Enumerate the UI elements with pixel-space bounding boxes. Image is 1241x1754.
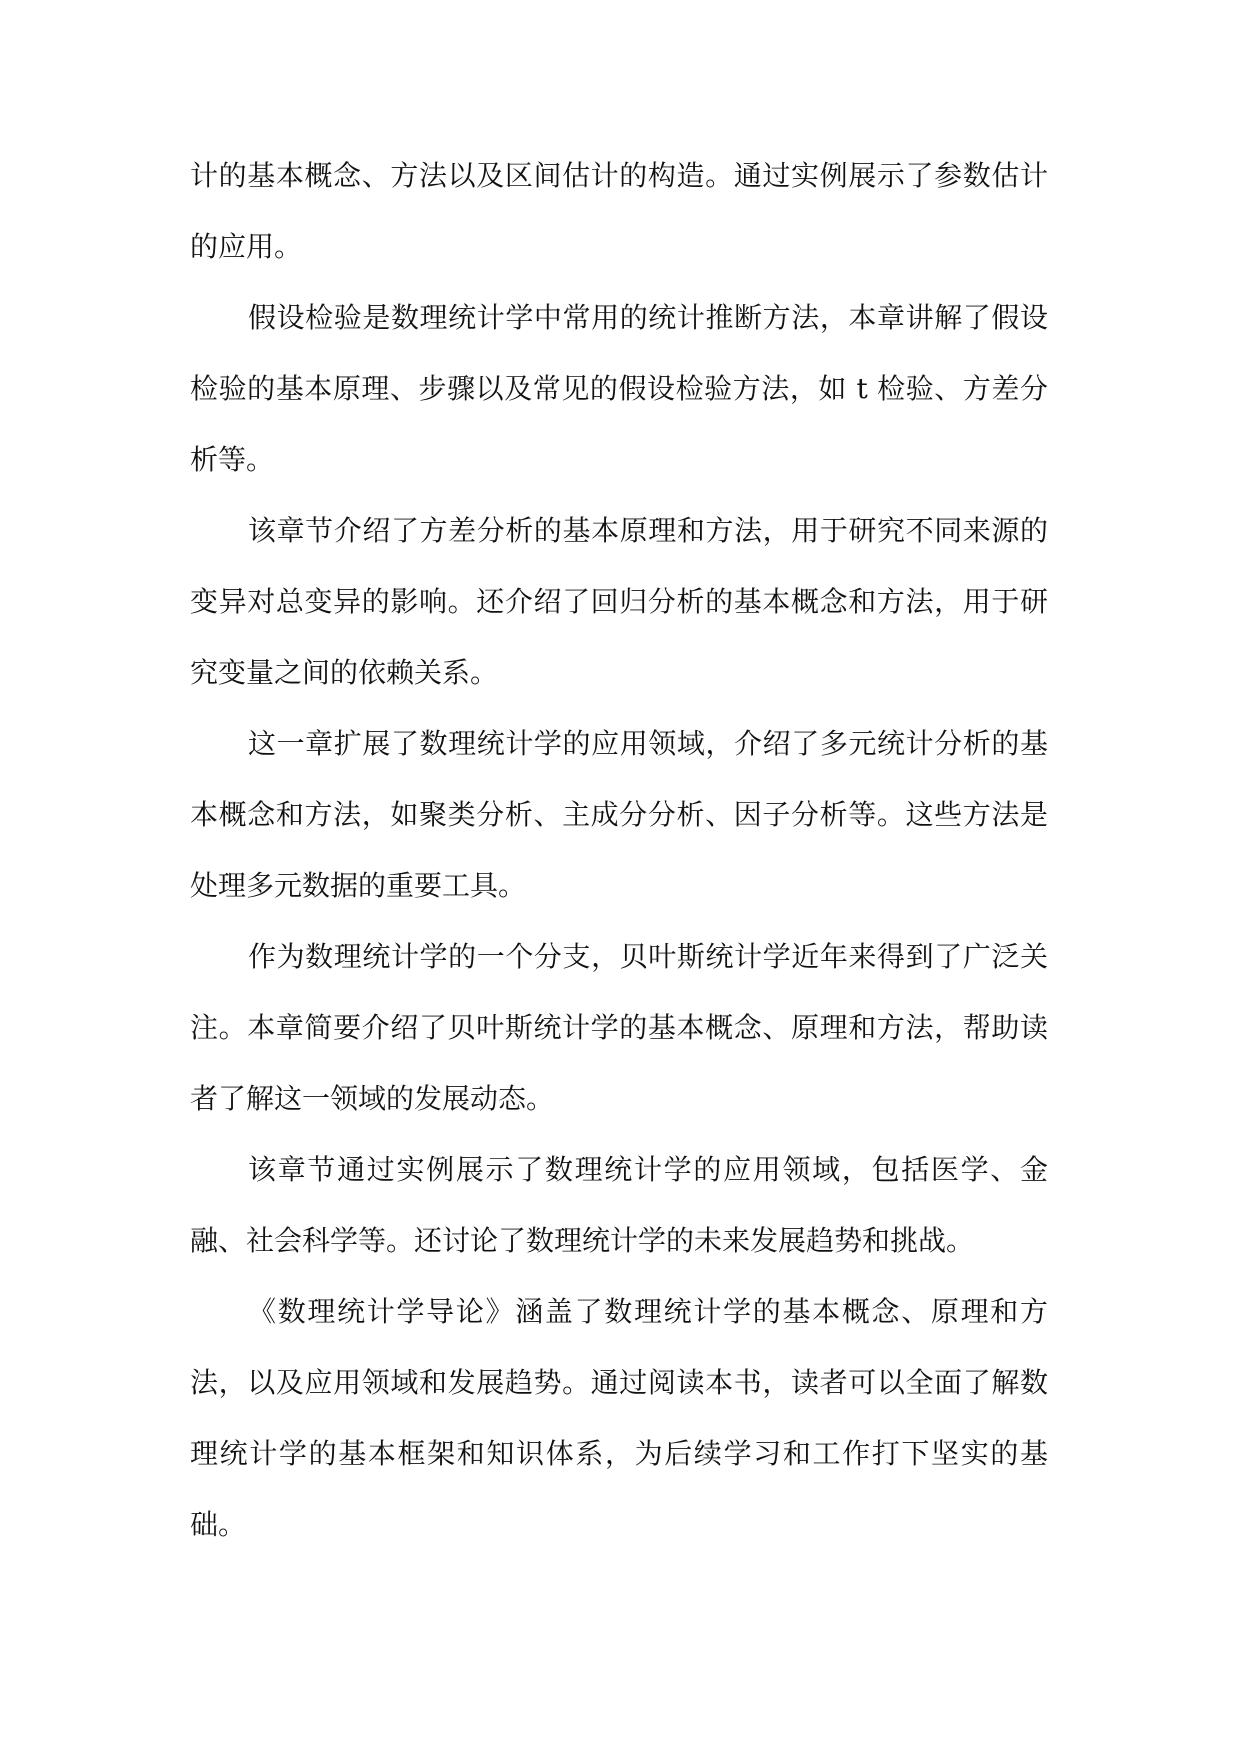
paragraph-7: 《数理统计学导论》涵盖了数理统计学的基本概念、原理和方法，以及应用领域和发展趋势。通过阅读本书，读者可以全面了解数理统计学的基本框架和知识体系，为后续学习和工作打下坚实的基础。 <box>190 1295 1048 1541</box>
paragraph-6: 该章节通过实例展示了数理统计学的应用领域，包括医学、金融、社会科学等。还讨论了数理统计学的未来发展趋势和挑战。 <box>190 1153 1048 1257</box>
paragraph-4: 这一章扩展了数理统计学的应用领域，介绍了多元统计分析的基本概念和方法，如聚类分析、主成分分析、因子分析等。这些方法是处理多元数据的重要工具。 <box>190 727 1048 902</box>
paragraph-5: 作为数理统计学的一个分支，贝叶斯统计学近年来得到了广泛关注。本章简要介绍了贝叶斯统计学的基本概念、原理和方法，帮助读者了解这一领域的发展动态。 <box>190 940 1048 1115</box>
paragraph-3: 该章节介绍了方差分析的基本原理和方法，用于研究不同来源的变异对总变异的影响。还介绍了回归分析的基本概念和方法，用于研究变量之间的依赖关系。 <box>190 514 1048 689</box>
paragraph-1: 计的基本概念、方法以及区间估计的构造。通过实例展示了参数估计的应用。 <box>190 159 1048 263</box>
paragraph-2: 假设检验是数理统计学中常用的统计推断方法，本章讲解了假设检验的基本原理、步骤以及常见的假设检验方法，如 t 检验、方差分析等。 <box>190 301 1048 476</box>
document-body <box>190 140 1048 1560</box>
